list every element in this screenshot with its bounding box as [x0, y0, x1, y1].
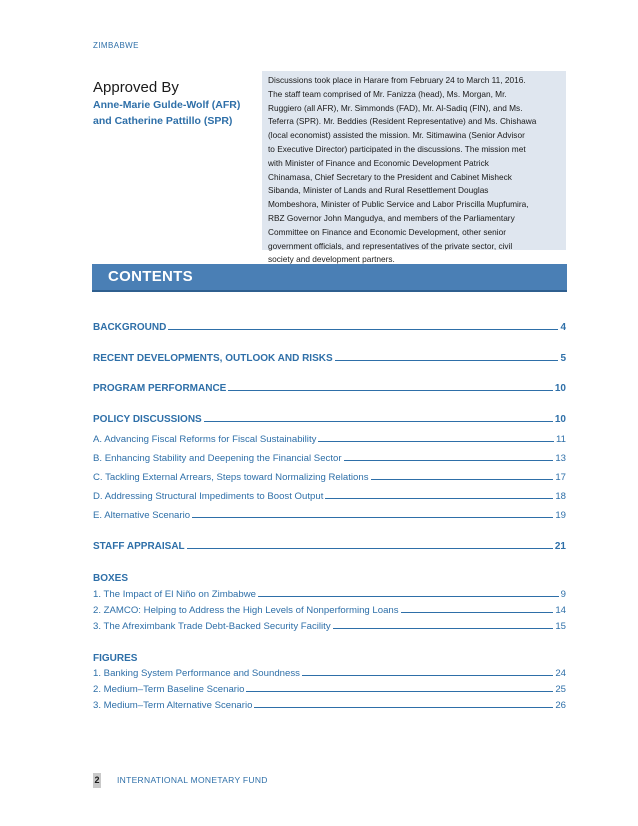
running-header: ZIMBABWE — [93, 41, 139, 50]
footer-organization: INTERNATIONAL MONETARY FUND — [117, 775, 268, 785]
summary-line: Mombeshora, Minister of Public Service and Labor Priscilla Mupfumira, — [268, 199, 529, 210]
toc-leader — [254, 706, 553, 708]
toc-entry-figure-3[interactable] — [93, 700, 566, 711]
toc-label: C. Tackling External Arrears, Steps toward Normalizing Relations — [93, 472, 369, 483]
toc-page: 5 — [560, 353, 566, 364]
toc-entry-background[interactable] — [93, 322, 566, 333]
toc-entry-figure-2[interactable] — [93, 684, 566, 695]
toc-label: A. Advancing Fiscal Reforms for Fiscal Sustainability — [93, 434, 317, 445]
toc-page: 13 — [555, 453, 566, 464]
boxes-heading: BOXES — [93, 573, 129, 584]
toc-leader — [246, 690, 553, 692]
toc-label: 1. Banking System Performance and Soundness — [93, 668, 300, 679]
toc-page: 18 — [555, 491, 566, 502]
toc-entry-external-arrears[interactable] — [93, 472, 566, 483]
summary-line: Committee on Finance and Economic Development, other senior — [268, 226, 506, 237]
summary-line: with Minister of Finance and Economic Development Patrick — [268, 157, 489, 168]
toc-leader — [401, 611, 554, 613]
toc-page: 14 — [555, 605, 566, 616]
toc-entry-fiscal-reforms[interactable] — [93, 434, 566, 445]
toc-label: 3. The Afreximbank Trade Debt-Backed Security Facility — [93, 621, 331, 632]
toc-leader — [325, 497, 553, 499]
toc-leader — [335, 359, 559, 361]
toc-entry-staff-appraisal[interactable] — [93, 541, 566, 552]
summary-line: Sibanda, Minister of Lands and Rural Resettlement Douglas — [268, 185, 489, 196]
summary-line: RBZ Governor John Mangudya, and members of the Parliamentary — [268, 212, 515, 223]
toc-page: 10 — [554, 414, 566, 425]
toc-leader — [204, 420, 553, 422]
toc-page: 19 — [555, 510, 566, 521]
toc-label: 2. ZAMCO: Helping to Address the High Levels of Nonperforming Loans — [93, 605, 399, 616]
summary-line: Chinamasa, Chief Secretary to the President and Cabinet Misheck — [268, 171, 512, 182]
toc-entry-box-1[interactable] — [93, 589, 566, 600]
toc-entry-box-2[interactable] — [93, 605, 566, 616]
toc-page: 4 — [560, 322, 566, 333]
toc-entry-figure-1[interactable] — [93, 668, 566, 679]
toc-leader — [371, 478, 554, 480]
toc-page: 15 — [555, 621, 566, 632]
toc-label: 1. The Impact of El Niño on Zimbabwe — [93, 589, 256, 600]
toc-leader — [344, 459, 554, 461]
summary-line: The staff team comprised of Mr. Fanizza (head), Ms. Morgan, Mr. — [268, 88, 507, 99]
toc-label: 3. Medium–Term Alternative Scenario — [93, 700, 253, 711]
toc-page: 17 — [555, 472, 566, 483]
approvers-line-1: Anne-Marie Gulde-Wolf (AFR) — [93, 99, 241, 111]
toc-label: PROGRAM PERFORMANCE — [93, 383, 227, 394]
summary-line: Ruggiero (all AFR), Mr. Simmonds (FAD), Mr. Al-Sadiq (FIN), and Ms. — [268, 102, 523, 113]
mission-summary-box — [262, 71, 566, 265]
summary-line: to Executive Director) participated in the discussions. The mission met — [268, 143, 526, 154]
toc-entry-recent-developments[interactable] — [93, 353, 566, 364]
toc-label: RECENT DEVELOPMENTS, OUTLOOK AND RISKS — [93, 353, 333, 364]
toc-leader — [318, 440, 554, 442]
approvers-line-2: and Catherine Pattillo (SPR) — [93, 115, 233, 127]
figures-heading: FIGURES — [93, 653, 138, 664]
toc-leader — [187, 547, 553, 549]
toc-entry-program-performance[interactable] — [93, 383, 566, 394]
contents-title: CONTENTS — [108, 268, 193, 285]
summary-line: Discussions took place in Harare from February 24 to March 11, 2016. — [268, 75, 526, 85]
toc-leader — [228, 389, 553, 391]
toc-label: E. Alternative Scenario — [93, 510, 191, 521]
toc-leader — [333, 627, 554, 629]
summary-line: Teferra (SPR). Mr. Beddies (Resident Representative) and Ms. Chishawa — [268, 116, 537, 127]
toc-label: BACKGROUND — [93, 322, 167, 333]
toc-leader — [168, 328, 558, 330]
toc-label: D. Addressing Structural Impediments to Boost Output — [93, 491, 324, 502]
toc-entry-box-3[interactable] — [93, 621, 566, 632]
toc-page: 21 — [554, 541, 566, 552]
toc-page: 9 — [560, 589, 566, 600]
page-number: 2 — [93, 773, 101, 788]
approved-by-heading: Approved By — [93, 79, 179, 96]
toc-page: 25 — [555, 684, 566, 695]
toc-label: STAFF APPRAISAL — [93, 541, 185, 552]
toc-page: 11 — [556, 434, 566, 445]
toc-label: 2. Medium–Term Baseline Scenario — [93, 684, 245, 695]
toc-entry-alternative-scenario[interactable] — [93, 510, 566, 521]
approvers — [93, 97, 263, 129]
toc-label: POLICY DISCUSSIONS — [93, 414, 202, 425]
summary-line: (local economist) assisted the mission. Mr. Sitimawina (Senior Advisor — [268, 130, 525, 141]
toc-entry-financial-sector[interactable] — [93, 453, 566, 464]
toc-entry-policy-discussions[interactable] — [93, 414, 566, 425]
toc-entry-structural-impediments[interactable] — [93, 491, 566, 502]
toc-page: 10 — [554, 383, 566, 394]
contents-banner — [92, 264, 567, 292]
toc-page: 24 — [555, 668, 566, 679]
toc-leader — [192, 516, 553, 518]
toc-page: 26 — [555, 700, 566, 711]
toc-label: B. Enhancing Stability and Deepening the Financial Sector — [93, 453, 342, 464]
summary-line: society and development partners. — [268, 254, 395, 265]
toc-leader — [258, 595, 559, 597]
summary-line: government officials, and representatives of the private sector, civil — [268, 240, 513, 251]
toc-leader — [302, 674, 553, 676]
